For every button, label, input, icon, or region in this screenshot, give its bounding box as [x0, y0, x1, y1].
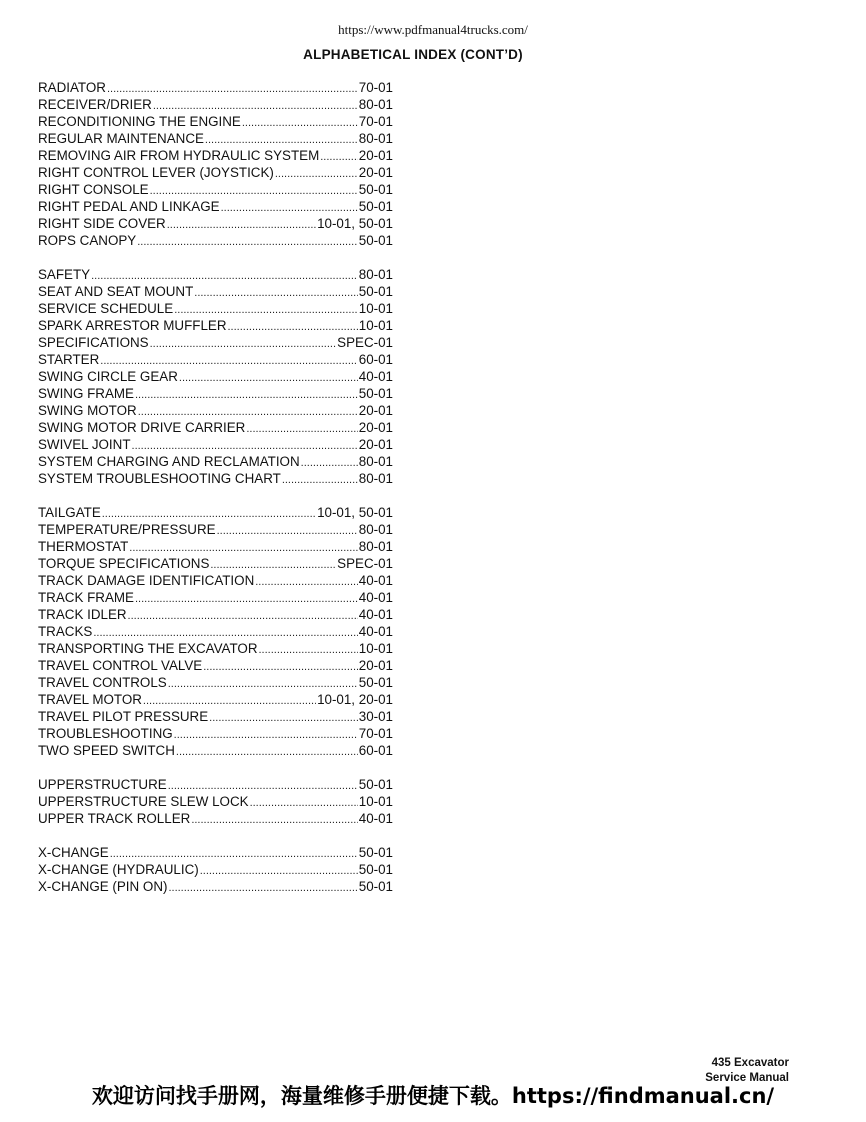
- index-entry: [38, 589, 393, 606]
- index-entry-page: 10-01: [358, 318, 393, 333]
- index-entry: [38, 691, 393, 708]
- index-entry-page: 50-01: [358, 182, 393, 197]
- index-entry-page: 70-01: [358, 114, 393, 129]
- index-entry: [38, 232, 393, 249]
- index-entry-label: REGULAR MAINTENANCE: [38, 131, 204, 146]
- index-entry-label: TRACK FRAME: [38, 590, 134, 605]
- index-entry-page: 80-01: [358, 454, 393, 469]
- index-entry-label: SWING CIRCLE GEAR: [38, 369, 178, 384]
- index-entry: [38, 742, 393, 759]
- index-entry: [38, 266, 393, 283]
- index-entry-label: RADIATOR: [38, 80, 106, 95]
- index-entry-page: 10-01, 20-01: [317, 692, 393, 707]
- index-entry: [38, 572, 393, 589]
- index-entry: [38, 419, 393, 436]
- index-entry: [38, 776, 393, 793]
- index-entry-page: 40-01: [358, 573, 393, 588]
- index-group: [38, 776, 393, 827]
- index-entry-page: 40-01: [358, 369, 393, 384]
- index-entry-page: SPEC-01: [337, 335, 393, 350]
- index-entry-page: 50-01: [358, 777, 393, 792]
- index-entry-page: 40-01: [358, 624, 393, 639]
- index-entry: [38, 334, 393, 351]
- index-entry: [38, 79, 393, 96]
- index-entry-label: X-CHANGE (HYDRAULIC): [38, 862, 199, 877]
- index-entry-page: 80-01: [358, 471, 393, 486]
- index-entry: [38, 674, 393, 691]
- index-entry-page: 40-01: [358, 607, 393, 622]
- index-entry: [38, 538, 393, 555]
- index-entry-page: 50-01: [358, 199, 393, 214]
- index-entry-label: RIGHT SIDE COVER: [38, 216, 166, 231]
- index-entry-label: TEMPERATURE/PRESSURE: [38, 522, 216, 537]
- index-entry: [38, 861, 393, 878]
- index-entry-label: TRANSPORTING THE EXCAVATOR: [38, 641, 258, 656]
- index-entry-label: ROPS CANOPY: [38, 233, 137, 248]
- index-entry-page: 50-01: [358, 675, 393, 690]
- index-entry-page: 50-01: [358, 845, 393, 860]
- index-entry-label: TRAVEL CONTROL VALVE: [38, 658, 203, 673]
- index-entry-label: RECEIVER/DRIER: [38, 97, 152, 112]
- dot-leader: [191, 810, 357, 829]
- index-entry-page: 20-01: [358, 403, 393, 418]
- index-entry-label: SEAT AND SEAT MOUNT: [38, 284, 194, 299]
- source-url: https://www.pdfmanual4trucks.com/: [338, 22, 528, 37]
- index-entry: [38, 657, 393, 674]
- index-entry-page: 30-01: [358, 709, 393, 724]
- index-entry-label: TRAVEL MOTOR: [38, 692, 142, 707]
- footer-model: 435 Excavator: [711, 1057, 789, 1069]
- index-entry: [38, 147, 393, 164]
- index-entry: [38, 436, 393, 453]
- dot-leader: [168, 878, 357, 897]
- index-entry-label: SERVICE SCHEDULE: [38, 301, 174, 316]
- index-entry-label: TWO SPEED SWITCH: [38, 743, 175, 758]
- index-entry: [38, 402, 393, 419]
- index-entry-label: SYSTEM TROUBLESHOOTING CHART: [38, 471, 281, 486]
- index-entry-label: SWIVEL JOINT: [38, 437, 131, 452]
- dot-leader: [137, 232, 358, 251]
- index-entry: [38, 113, 393, 130]
- index-entry-page: 10-01: [358, 794, 393, 809]
- index-entry-page: 40-01: [358, 590, 393, 605]
- index-entry-page: 50-01: [358, 386, 393, 401]
- index-entry: [38, 351, 393, 368]
- index-entry: [38, 793, 393, 810]
- index-entry-label: SPECIFICATIONS: [38, 335, 149, 350]
- page-title: ALPHABETICAL INDEX (CONT’D): [303, 47, 523, 62]
- index-entry-page: 10-01: [358, 641, 393, 656]
- index-group: [38, 504, 393, 759]
- index-entry: [38, 555, 393, 572]
- index-entry-label: RIGHT PEDAL AND LINKAGE: [38, 199, 220, 214]
- index-entry-page: 10-01, 50-01: [317, 505, 393, 520]
- index-entry: [38, 317, 393, 334]
- index-entry: [38, 640, 393, 657]
- index-entry-page: 60-01: [358, 352, 393, 367]
- index-entry: [38, 623, 393, 640]
- index-entry-label: TRACK DAMAGE IDENTIFICATION: [38, 573, 255, 588]
- index-entry: [38, 164, 393, 181]
- index-entry-label: SWING MOTOR: [38, 403, 137, 418]
- index-entry-label: UPPERSTRUCTURE SLEW LOCK: [38, 794, 249, 809]
- index-entry-page: 80-01: [358, 267, 393, 282]
- index-entry: [38, 470, 393, 487]
- index-entry-page: 40-01: [358, 811, 393, 826]
- index-entry-page: 80-01: [358, 522, 393, 537]
- index-entry: [38, 385, 393, 402]
- index-entry-page: 20-01: [358, 658, 393, 673]
- index-entry: [38, 96, 393, 113]
- index-entry-page: 60-01: [358, 743, 393, 758]
- index-entry: [38, 181, 393, 198]
- index-entry-label: TRAVEL CONTROLS: [38, 675, 167, 690]
- index-entry-label: REMOVING AIR FROM HYDRAULIC SYSTEM: [38, 148, 320, 163]
- index-entry-label: RIGHT CONTROL LEVER (JOYSTICK): [38, 165, 274, 180]
- index-entry: [38, 198, 393, 215]
- index-entry-label: X-CHANGE: [38, 845, 109, 860]
- index-entry-label: UPPER TRACK ROLLER: [38, 811, 191, 826]
- index-entry-label: SWING MOTOR DRIVE CARRIER: [38, 420, 246, 435]
- download-banner: 欢迎访问找手册网，海量维修手册便捷下载。https://findmanual.cn/: [91, 1084, 775, 1108]
- index-entry-page: 80-01: [358, 97, 393, 112]
- index-entry-label: SWING FRAME: [38, 386, 134, 401]
- index-entry-page: 70-01: [358, 726, 393, 741]
- index-entry-page: 50-01: [358, 284, 393, 299]
- index-entry: [38, 844, 393, 861]
- index-entry-label: SPARK ARRESTOR MUFFLER: [38, 318, 227, 333]
- index-entry-page: 70-01: [358, 80, 393, 95]
- index-entry: [38, 810, 393, 827]
- index-entry-page: SPEC-01: [337, 556, 393, 571]
- index-entry-label: TORQUE SPECIFICATIONS: [38, 556, 210, 571]
- index-entry-page: 20-01: [358, 437, 393, 452]
- index-entry-label: TRACK IDLER: [38, 607, 127, 622]
- index-entry-label: SYSTEM CHARGING AND RECLAMATION: [38, 454, 300, 469]
- index-entry: [38, 368, 393, 385]
- index-entry: [38, 725, 393, 742]
- index-entry: [38, 283, 393, 300]
- index-entry-page: 50-01: [358, 862, 393, 877]
- index-entry-page: 10-01: [358, 301, 393, 316]
- index-entry-label: TRAVEL PILOT PRESSURE: [38, 709, 209, 724]
- footer-manual: Service Manual: [705, 1072, 789, 1084]
- index-entry-label: UPPERSTRUCTURE: [38, 777, 167, 792]
- index-entry: [38, 453, 393, 470]
- index-entry: [38, 215, 393, 232]
- index-entry-label: SAFETY: [38, 267, 91, 282]
- index-entry-label: TROUBLESHOOTING: [38, 726, 173, 741]
- index-entry-label: RECONDITIONING THE ENGINE: [38, 114, 241, 129]
- index-entry-page: 20-01: [358, 165, 393, 180]
- index-entry-page: 80-01: [358, 539, 393, 554]
- index-entry: [38, 708, 393, 725]
- alphabetical-index: [38, 79, 393, 912]
- index-entry-label: TRACKS: [38, 624, 93, 639]
- dot-leader: [282, 470, 358, 489]
- index-entry: [38, 878, 393, 895]
- dot-leader: [176, 742, 358, 761]
- index-entry-page: 20-01: [358, 148, 393, 163]
- index-group: [38, 844, 393, 895]
- index-entry-label: X-CHANGE (PIN ON): [38, 879, 168, 894]
- index-entry: [38, 521, 393, 538]
- index-entry-page: 20-01: [358, 420, 393, 435]
- index-entry-page: 50-01: [358, 233, 393, 248]
- index-entry-label: RIGHT CONSOLE: [38, 182, 149, 197]
- index-entry-page: 50-01: [358, 879, 393, 894]
- index-entry-label: STARTER: [38, 352, 100, 367]
- index-entry-label: TAILGATE: [38, 505, 101, 520]
- index-entry: [38, 130, 393, 147]
- index-entry: [38, 300, 393, 317]
- index-group: [38, 266, 393, 487]
- index-entry: [38, 606, 393, 623]
- index-group: [38, 79, 393, 249]
- index-entry-label: THERMOSTAT: [38, 539, 129, 554]
- index-entry-page: 80-01: [358, 131, 393, 146]
- index-entry: [38, 504, 393, 521]
- index-entry-page: 10-01, 50-01: [317, 216, 393, 231]
